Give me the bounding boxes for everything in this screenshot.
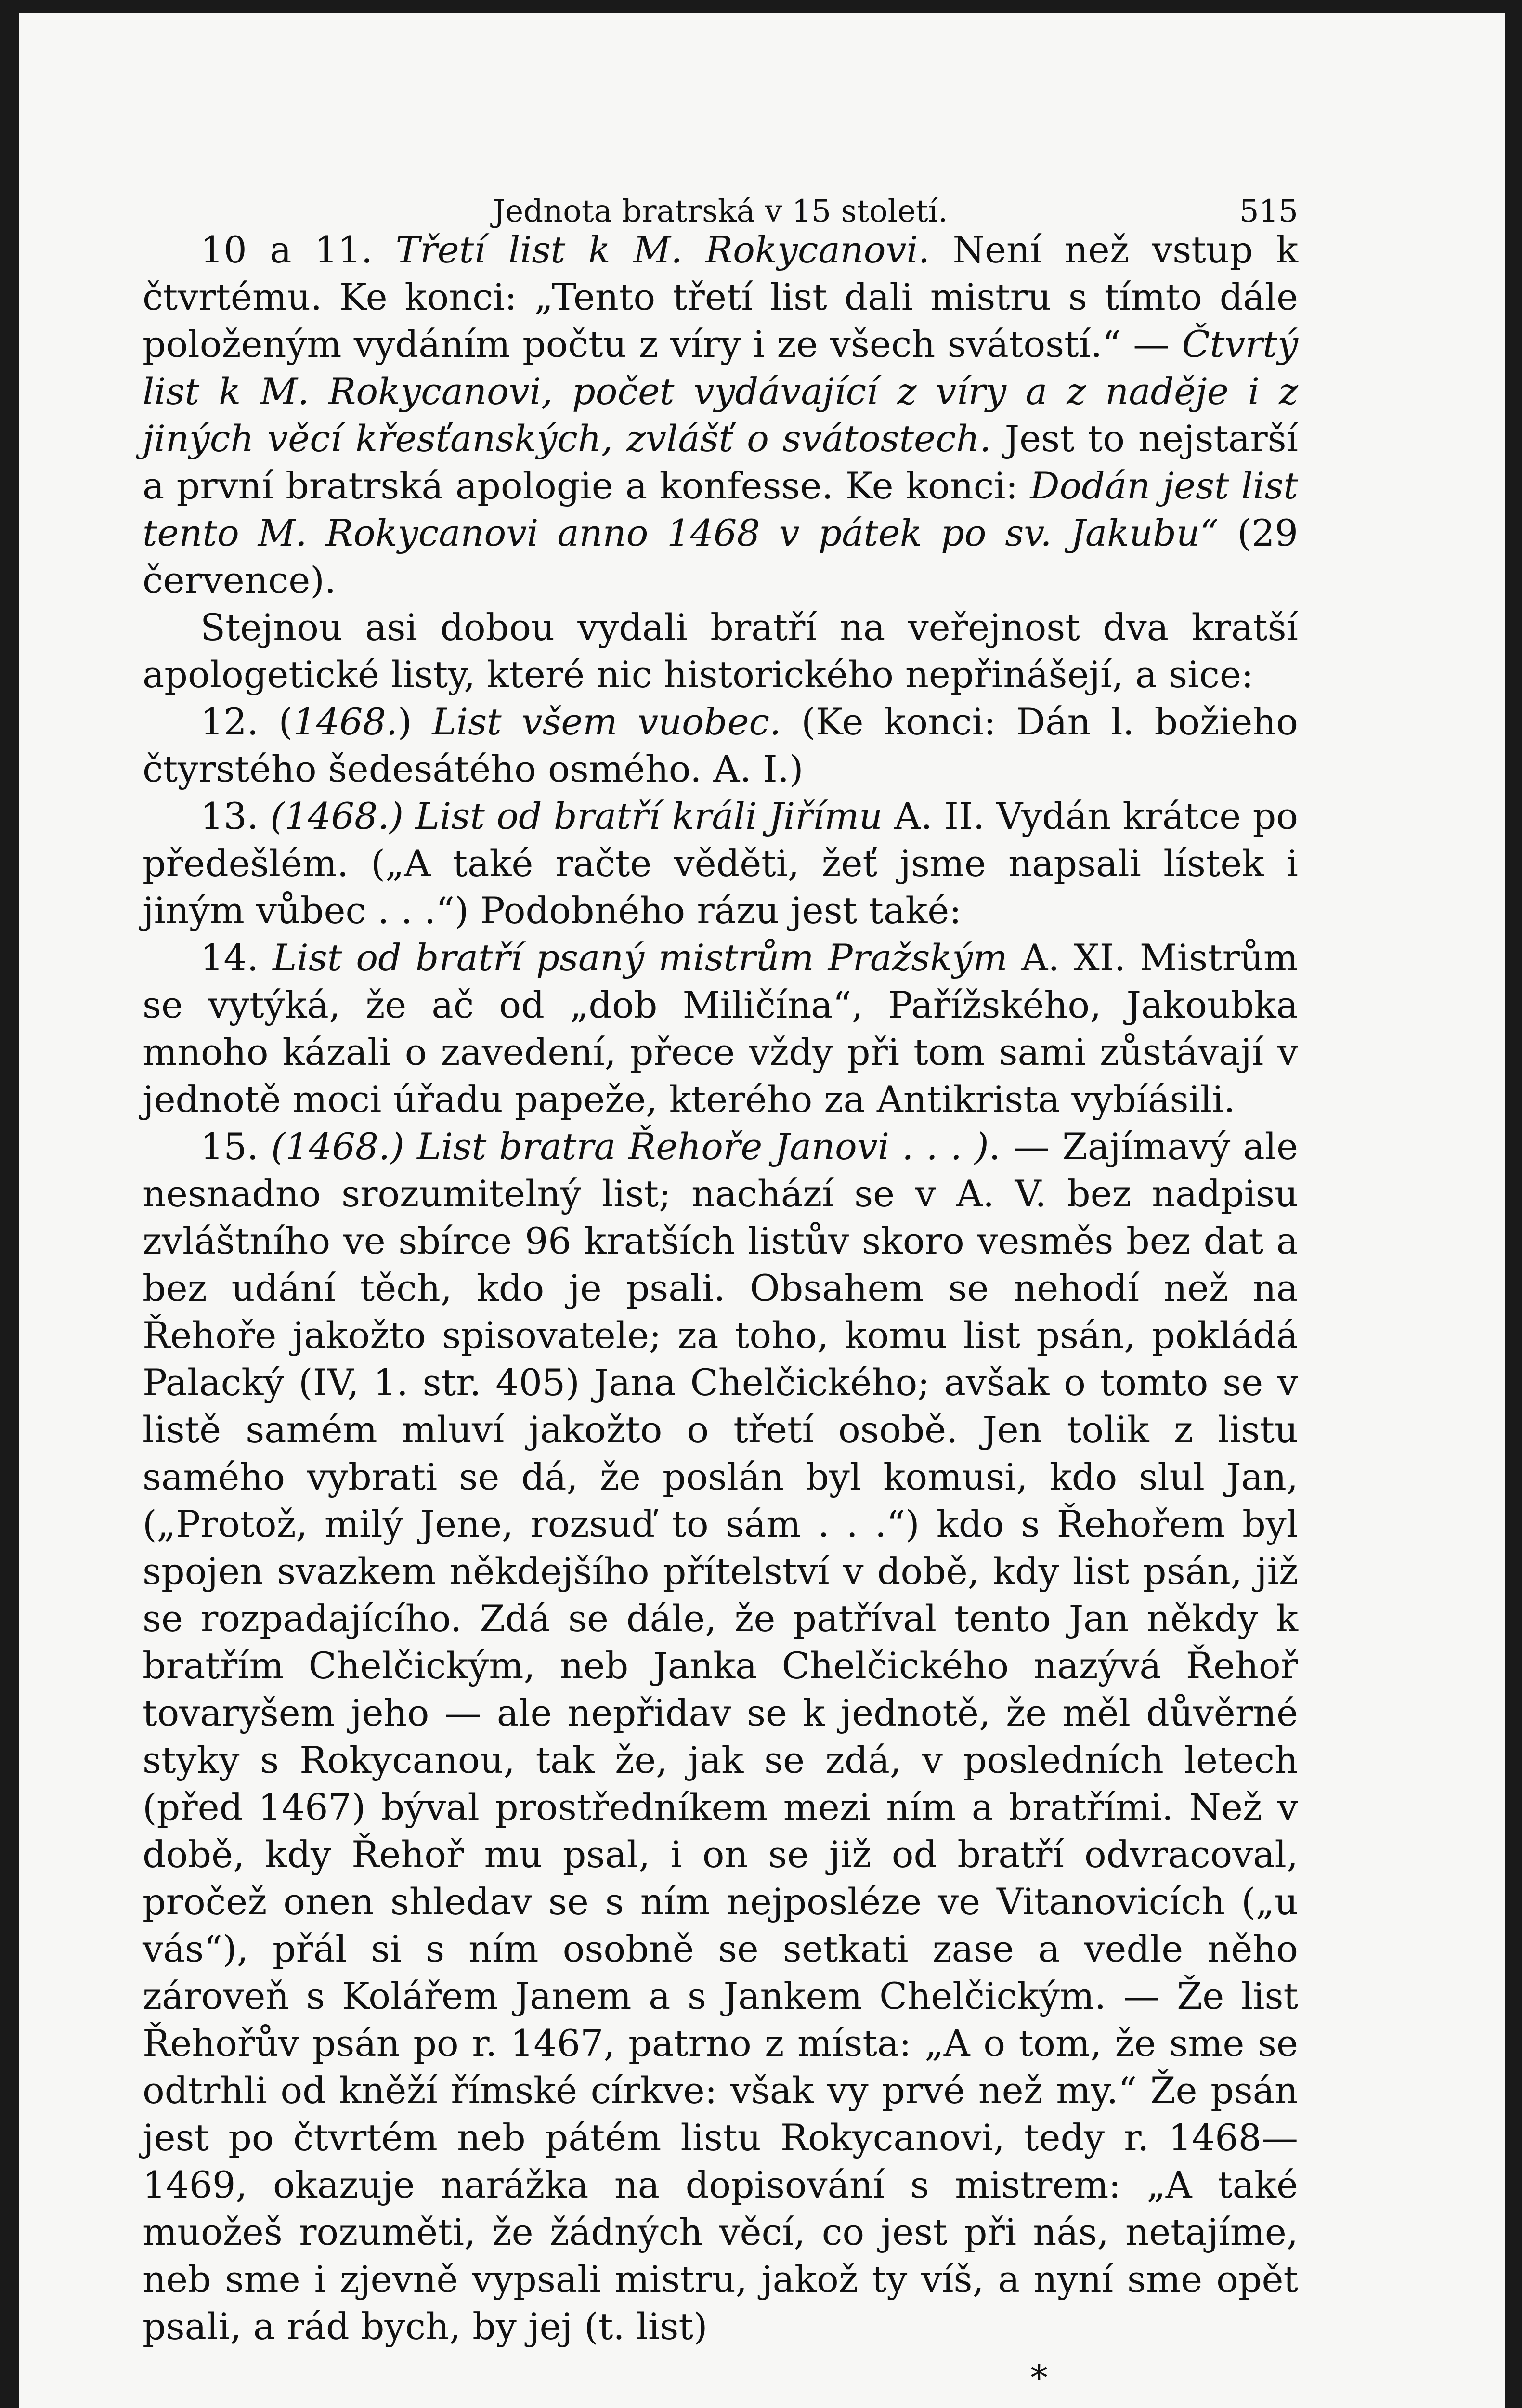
text-run: 10 a 11. bbox=[200, 228, 396, 271]
paragraph bbox=[143, 604, 1298, 698]
italic-text: (1468.) List od bratří králi Jiřímu bbox=[270, 795, 883, 838]
text-run: . — Zajímavý ale nesnadno srozumitelný list; nachází se v A. V. bez nadpisu zvláštního ve sbírce 96 kratších listův skoro vesměs bez dat a bez udání těch, kdo je psali. Obsahem se nehodí než na Řehoře jakožto spisovatele; za toho, komu list psán, pokládá Palacký (IV, 1. str. 405) Jana Chelčického; avšak o tomto se v listě samém mluví jakožto o třetí osobě. Jen tolik z listu samého vybrati se dá, že poslán byl komusi, kdo slul Jan, („Protož, milý Jene, rozsuď to sám . . .“) kdo s Řehořem byl spojen svazkem někdejšího přítelství v době, kdy list psán, již se rozpadajícího. Zdá se dále, že patříval tento Jan někdy k bratřím Chelčickým, neb Janka Chelčického nazývá Řehoř tovaryšem jeho — ale nepřidav se k jednotě, že měl důvěrné styky s Rokycanou, tak že, jak se zdá, v posledních letech (před 1467) býval prostředníkem mezi ním a bratřími. Než v době, kdy Řehoř mu psal, i on se již od bratří odvracoval, pročež onen shledav se s ním nejposléze ve Vitanovicích („u vás“), přál si s ním osobně se setkati zase a vedle něho zároveň s Kolářem Janem a s Jankem Chelčickým. — Že list Řehořův psán po r. 1467, patrno z místa: „A o tom, že sme se odtrhli od kněží římské církve: však vy prvé než my.“ Že psán jest po čtvrtém neb pátém listu Rokycanovi, tedy r. 1468—1469, okazuje narážka na dopisování s mistrem: „A také muožeš rozuměti, že žádných věcí, co jest při nás, netajíme, neb sme i zjevně vypsali mistru, jakož ty víš, a nyní sme opět psali, a rád bych, by jej (t. list) bbox=[143, 1125, 1298, 2348]
italic-text: Třetí list k M. Rokycanovi. bbox=[395, 228, 930, 271]
text-run: 15. bbox=[200, 1125, 271, 1168]
text-run: A. II. Vydán krátce po předešlém. („A také račte věděti, žeť jsme napsali lístek i jiným vůbec . . .“) Podobného rázu jest také: bbox=[143, 795, 1299, 932]
text-run: ) bbox=[397, 700, 432, 743]
running-head bbox=[143, 173, 1298, 229]
text-run: A. XI. Mistrům se vytýká, že ač od „dob Miličína“, Pařížského, Jakoubka mnoho kázali o zavedení, přece vždy při tom sami zůstávají v jednotě moci úřadu papeže, kterého za Antikrista vybíásili. bbox=[143, 936, 1298, 1121]
italic-text: (1468.) List bratra Řehoře Janovi . . . ) bbox=[271, 1125, 989, 1168]
paragraph bbox=[143, 793, 1298, 934]
text-run: (29 července). bbox=[143, 511, 1298, 602]
paragraph bbox=[143, 934, 1298, 1123]
text-run: 14. bbox=[200, 936, 273, 979]
italic-text: Čtvrtý list k M. Rokycanovi, počet vydávající z víry a z naděje i z jiných věcí křesťanských, zvlášť o svátostech. bbox=[143, 323, 1298, 460]
text-run: (Ke konci: Dán l. božieho čtyrstého šedesátého osmého. A. I.) bbox=[143, 700, 1298, 790]
text-run: 13. bbox=[200, 795, 271, 838]
text-run: Není než vstup k čtvrtému. Ke konci: „Tento třetí list dali mistru s tímto dále položeným vydáním počtu z víry i ze všech svátostí.“ — bbox=[143, 228, 1299, 366]
running-title: Jednota bratrská v 15 století. bbox=[493, 194, 948, 229]
italic-text: Dodán jest list tento M. Rokycanovi anno 1468 v pátek po sv. Jakubu“ bbox=[143, 464, 1299, 554]
signature-mark: * bbox=[1030, 2357, 1048, 2398]
text-run: Stejnou asi dobou vydali bratří na veřejnost dva kratší apologetické listy, které nic historického nepřinášejí, a sice: bbox=[143, 606, 1298, 696]
paragraph bbox=[143, 226, 1298, 604]
italic-text: 1468. bbox=[293, 700, 398, 743]
italic-text: List všem vuobec. bbox=[432, 700, 781, 743]
book-page bbox=[143, 173, 1298, 2401]
paragraph bbox=[143, 698, 1298, 793]
italic-text: List od bratří psaný mistrům Pražským bbox=[272, 936, 1008, 979]
text-run: 12. ( bbox=[200, 700, 293, 743]
page-number: 515 bbox=[1239, 194, 1298, 229]
text-run: Jest to nejstarší a první bratrská apologie a konfesse. Ke konci: bbox=[143, 417, 1298, 507]
paragraph bbox=[143, 1123, 1298, 2350]
body-text bbox=[143, 226, 1298, 2350]
